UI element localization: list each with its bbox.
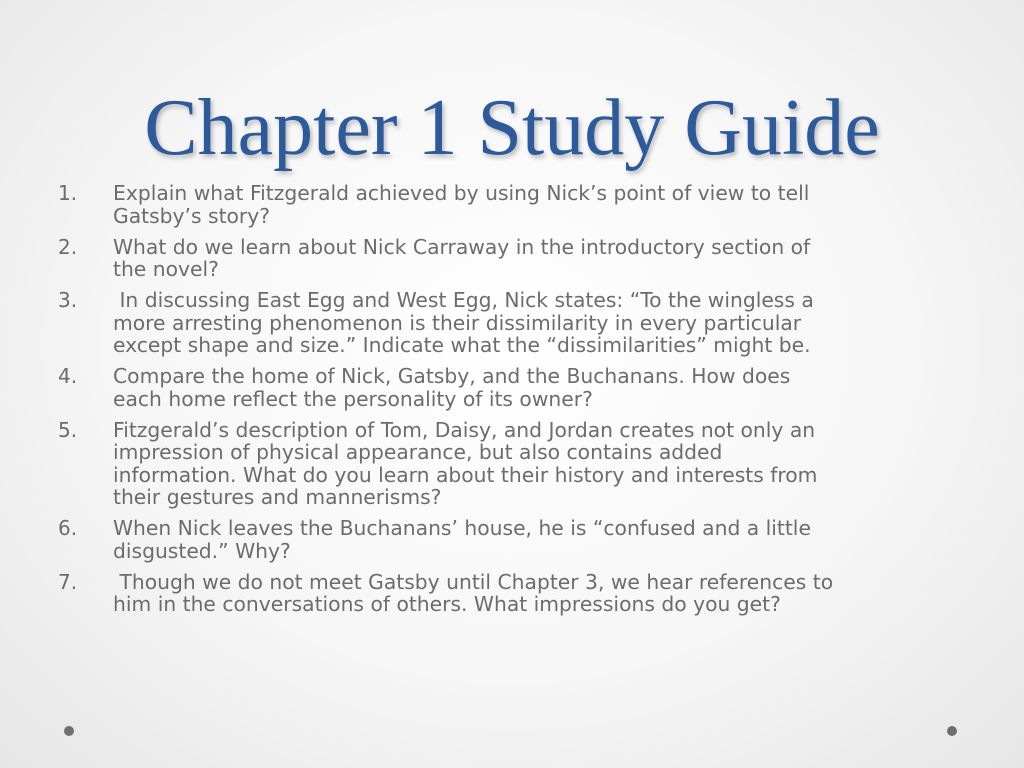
question-text-line: their gestures and mannerisms?	[113, 485, 442, 509]
question-text-line: What do we learn about Nick Carraway in the introductory section of	[113, 234, 811, 259]
question-item	[58, 365, 998, 410]
question-text-line: impression of physical appearance, but also contains added	[113, 440, 723, 464]
question-number: 5.	[58, 417, 78, 442]
question-item	[58, 236, 998, 281]
question-text-line: Fitzgerald’s description of Tom, Daisy, and Jordan creates not only an	[113, 417, 816, 442]
question-text-line: Gatsby’s story?	[113, 203, 271, 228]
question-number: 7.	[58, 569, 78, 594]
question-text-line: more arresting phenomenon is their dissimilarity in every particular	[113, 310, 802, 335]
question-number: 6.	[58, 516, 78, 540]
question-text-line: each home reflect the personality of its owner?	[113, 386, 593, 411]
question-item	[58, 419, 998, 509]
question-number: 1.	[58, 181, 78, 205]
question-list	[58, 182, 998, 624]
question-text-line: Compare the home of Nick, Gatsby, and the Buchanans. How does	[113, 364, 791, 388]
question-text-line: disgusted.” Why?	[113, 538, 291, 563]
question-number: 4.	[58, 364, 78, 388]
question-text-line: When Nick leaves the Buchanans’ house, he is “confused and a little	[113, 516, 811, 540]
question-item	[58, 517, 998, 562]
question-text-line: information. What do you learn about their history and interests from	[113, 462, 818, 487]
left-bullet-dot-icon	[64, 726, 74, 736]
question-item	[58, 182, 998, 227]
question-text-line: Though we do not meet Gatsby until Chapter 3, we hear references to	[113, 569, 834, 594]
question-text-line: him in the conversations of others. What impressions do you get?	[113, 592, 781, 616]
question-item	[58, 289, 998, 357]
question-text-line: except shape and size.” Indicate what the “dissimilarities” might be.	[113, 333, 811, 357]
right-bullet-dot-icon	[947, 726, 957, 736]
question-item	[58, 571, 998, 616]
question-text-line: the novel?	[113, 257, 219, 281]
question-text-line: Explain what Fitzgerald achieved by using Nick’s point of view to tell	[113, 181, 810, 205]
question-number: 2.	[58, 234, 78, 259]
slide-title: Chapter 1 Study Guide	[144, 84, 880, 172]
question-number: 3.	[58, 288, 78, 312]
question-text-line: In discussing East Egg and West Egg, Nick states: “To the wingless a	[113, 288, 814, 312]
